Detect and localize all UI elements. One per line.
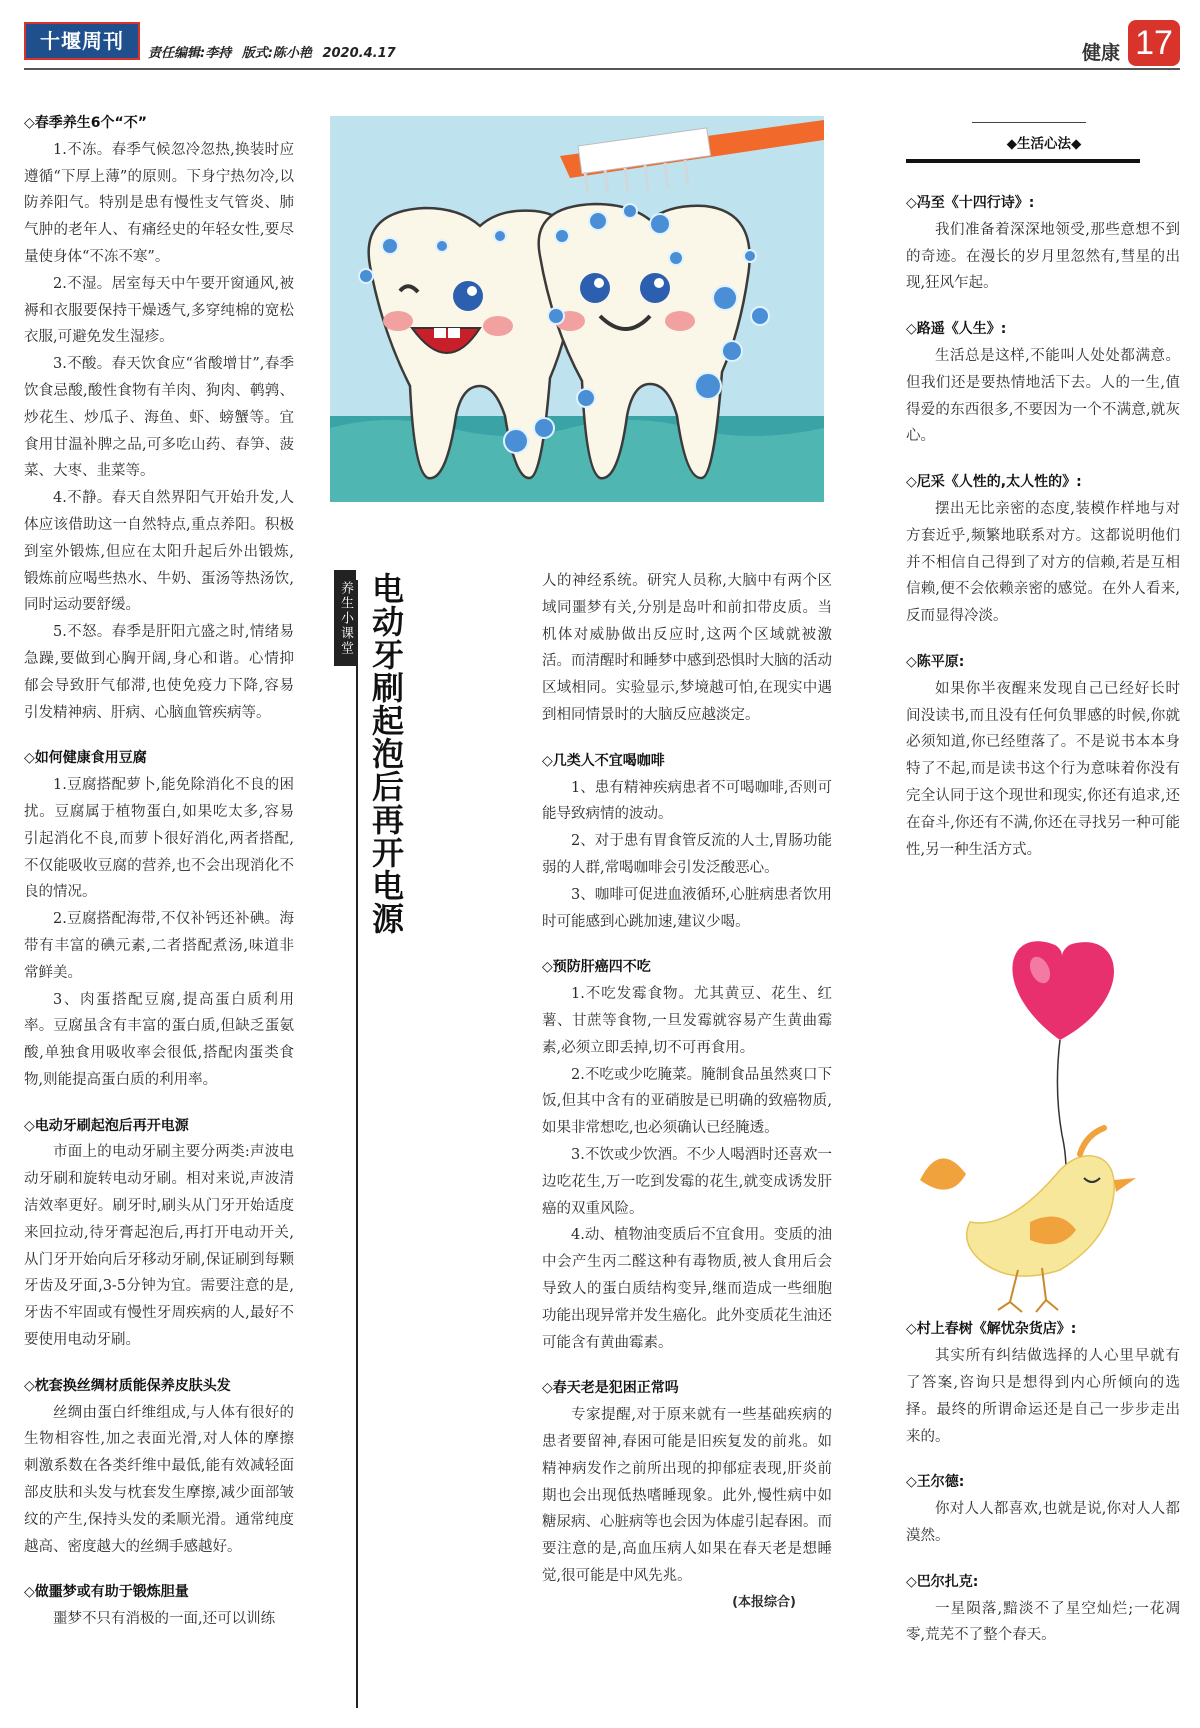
article-paragraph: 丝绸由蛋白纤维组成,与人体有很好的生物相容性,加之表面光滑,对人体的摩擦刺激系数在各类纤维中最低,能有效减轻面部皮肤和头发与枕套发生摩擦,减少面部皱纹的产生,保持头发的柔顺光滑。通常纯度越高、密度越大的丝绸手感越好。: [24, 1404, 294, 1555]
article-paragraph: 专家提醒,对于原来就有一些基础疾病的患者要留神,春困可能是旧疾复发的前兆。如精神病发作之前所出现的抑郁症表现,肝炎前期也会出现低热嗜睡现象。此外,慢性病中如糖尿病、心脏病等也会因为体虚引起春困。而要注意的是,高血压病人如果在春天老是想睡觉,很可能是中风先兆。: [542, 1407, 832, 1584]
article-paragraph: 5.不怒。春季是肝阳亢盛之时,情绪易急躁,要做到心胸开阔,身心和谐。心情抑郁会导致肝气郁滞,也使免疫力下降,容易引发精神病、肝病、心脑血管疾病等。: [24, 624, 294, 721]
quote-heading: ◇冯至《十四行诗》:: [906, 195, 1035, 211]
quote-heading: ◇路遥《人生》:: [906, 321, 1007, 338]
section-name: 健康: [1082, 42, 1121, 64]
article-paragraph: 3.不饮或少饮酒。不少人喝酒时还喜欢一边吃花生,万一吃到发霉的花生,就变成诱发肝癌的双重风险。: [542, 1146, 832, 1217]
quote-heading: ◇陈平原:: [906, 653, 965, 670]
article-paragraph: 2.不湿。居室每天中午要开窗通风,被褥和衣服要保持干燥透气,多穿纯棉的宽松衣服,可避免发生湿疹。: [24, 275, 294, 346]
quote-heading: ◇王尔德:: [906, 1474, 965, 1491]
article-paragraph: 1.不冻。春季气候忽冷忽热,换装时应遵循“下厚上薄”的原则。下身宁热勿冷,以防养阳气。特别是患有慢性支气管炎、肺气肿的老年人、有痛经史的年轻女性,要尽量使身体“不冻不寒”。: [24, 141, 294, 265]
feature-divider: [356, 580, 358, 1708]
article-paragraph: 4.不静。春天自然界阳气开始升发,人体应该借助这一自然特点,重点养阳。积极到室外锻炼,但应在太阳升起后外出锻炼,锻炼前应喝些热水、牛奶、蛋汤等热汤饮,同时运动要舒缓。: [24, 490, 294, 614]
feature-title: 电动牙刷起泡后再开电源: [367, 572, 405, 935]
article-paragraph: 噩梦不只有消极的一面,还可以训练: [53, 1611, 276, 1628]
article-paragraph: 3、肉蛋搭配豆腐,提高蛋白质利用率。豆腐虽含有丰富的蛋白质,但缺乏蛋氨酸,单独食用吸收率会很低,搭配肉蛋类食物,则能提高蛋白质的利用率。: [24, 991, 294, 1088]
article-paragraph: 1.不吃发霉食物。尤其黄豆、花生、红薯、甘蔗等食物,一旦发霉就容易产生黄曲霉素,必须立即丢掉,切不可再食用。: [542, 986, 832, 1056]
article-heading: ◇枕套换丝绸材质能保养皮肤头发: [24, 1377, 231, 1394]
quote-text: 我们准备着深深地领受,那些意想不到的奇迹。在漫长的岁月里忽然有,彗星的出现,狂风乍起。: [906, 221, 1180, 292]
article-paragraph: 1.豆腐搭配萝卜,能免除消化不良的困扰。豆腐属于植物蛋白,如果吃太多,容易引起消化不良,而萝卜很好消化,两者搭配,不仅能吸收豆腐的营养,也不会出现消化不良的情况。: [24, 777, 294, 901]
masthead-meta: [148, 42, 402, 61]
feature-tag: 养生小课堂: [334, 570, 356, 666]
quote-heading: ◇巴尔扎克:: [906, 1573, 979, 1590]
quote-text: 摆出无比亲密的态度,装模作样地与对方套近乎,频繁地联系对方。这都说明他们并不相信自己得到了对方的信赖,若是互相信赖,便不会依赖亲密的感觉。在外人看来,反而显得冷淡。: [906, 500, 1180, 625]
article-paragraph: 市面上的电动牙刷主要分两类:声波电动牙刷和旋转电动牙刷。相对来说,声波清洁效率更好。刷牙时,刷头从门牙开始适度来回拉动,待牙膏起泡后,再打开电动开关,从门牙开始向后牙移动牙刷,保证刷到每颗牙齿及牙面,3-5分钟为宜。需要注意的是,牙齿不牢固或有慢性牙周疾病的人,最好不要使用电动牙刷。: [24, 1144, 294, 1349]
article-paragraph: 3、咖啡可促进血液循环,心脏病患者饮用时可能感到心跳加速,建议少喝。: [542, 886, 832, 930]
article-heading: ◇几类人不宜喝咖啡: [542, 752, 665, 769]
quote-text: 如果你半夜醒来发现自己已经好长时间没读书,而且没有任何负罪感的时候,你就必须知道,你已经堕落了。不是说书本本身特了不起,而是读书这个行为意味着你没有完全认同于这个现世和现实,你还有追求,还在奋斗,你还有不满,你还在寻找另一种可能性,另一种生活方式。: [906, 680, 1180, 858]
article-paragraph: 人的神经系统。研究人员称,大脑中有两个区域同噩梦有关,分别是岛叶和前扣带皮质。当机体对威胁做出反应时,这两个区域就被激活。而清醒时和睡梦中感到恐惧时大脑的活动区域相同。实验显示,梦境越可怕,在现实中遇到相同情景时的大脑反应越淡定。: [542, 573, 832, 723]
article-heading: ◇春天老是犯困正常吗: [542, 1380, 679, 1397]
masthead-logo: 十堰周刊: [24, 22, 140, 60]
article-paragraph: 1、患有精神疾病患者不可喝咖啡,否则可能导致病情的波动。: [542, 779, 832, 823]
column-left: [24, 110, 294, 1720]
article-paragraph: 3.不酸。春天饮食应“省酸增甘”,春季饮食忌酸,酸性食物有羊肉、狗肉、鹌鹑、炒花生、炒瓜子、海鱼、虾、螃蟹等。宜食用甘温补脾之品,可多吃山药、春笋、菠菜、大枣、韭菜等。: [24, 356, 294, 480]
teeth-illustration: [330, 116, 824, 502]
issue-date: 2020.4.17: [322, 46, 396, 61]
article-heading: ◇预防肝癌四不吃: [542, 959, 651, 976]
editor-credit: 责任编辑:李持: [148, 46, 232, 61]
quote-text: 一星陨落,黯淡不了星空灿烂;一花凋零,荒芜不了整个春天。: [906, 1600, 1180, 1644]
quote-heading: ◇村上春树《解忧杂货店》:: [906, 1321, 1077, 1338]
article-paragraph: 2.不吃或少吃腌菜。腌制食品虽然爽口下饭,但其中含有的亚硝胺是已明确的致癌物质,如果非常想吃,也必须确认已经腌透。: [542, 1066, 832, 1137]
article-heading: ◇如何健康食用豆腐: [24, 750, 147, 767]
box-title: ◆生活心法◆: [1006, 136, 1082, 152]
box-rule-top: [972, 122, 1086, 123]
quote-text: 生活总是这样,不能叫人处处都满意。但我们还是要热情地活下去。人的一生,值得爱的东西很多,不要因为一个不满意,就灰心。: [906, 347, 1180, 445]
article-paragraph: 2、对于患有胃食管反流的人士,胃肠功能弱的人群,常喝咖啡会引发泛酸恶心。: [542, 833, 832, 876]
quote-heading: ◇尼采《人性的,太人性的》:: [906, 474, 1082, 491]
source-credit: (本报综合): [732, 1594, 796, 1610]
article-heading: ◇电动牙刷起泡后再开电源: [24, 1117, 189, 1134]
quote-text: 其实所有纠结做选择的人心里早就有了答案,咨询只是想得到内心所倾向的选择。最终的所谓命运还是自己一步步走出来的。: [906, 1348, 1180, 1445]
article-heading: ◇做噩梦或有助于锻炼胆量: [24, 1584, 189, 1601]
balloon-bird-illustration: [910, 930, 1160, 1350]
page-number: 17: [1128, 20, 1180, 66]
article-paragraph: 2.豆腐搭配海带,不仅补钙还补碘。海带有丰富的碘元素,二者搭配煮汤,味道非常鲜美。: [24, 911, 294, 981]
header-rule: [24, 68, 1180, 70]
column-middle: [542, 568, 832, 1688]
article-heading: ◇春季养生6个“不”: [24, 115, 147, 131]
quote-text: 你对人人都喜欢,也就是说,你对人人都漠然。: [906, 1501, 1180, 1544]
layout-credit: 版式:陈小艳: [241, 46, 312, 61]
bird-icon: [920, 1128, 1136, 1312]
box-rule-bottom: [906, 159, 1140, 163]
article-paragraph: 4.动、植物油变质后不宜食用。变质的油中会产生丙二醛这种有毒物质,被人食用后会导致人的蛋白质结构变异,继而造成一些细胞功能出现异常并发生癌化。此外变质花生油还可能含有黄曲霉素。: [542, 1227, 832, 1351]
